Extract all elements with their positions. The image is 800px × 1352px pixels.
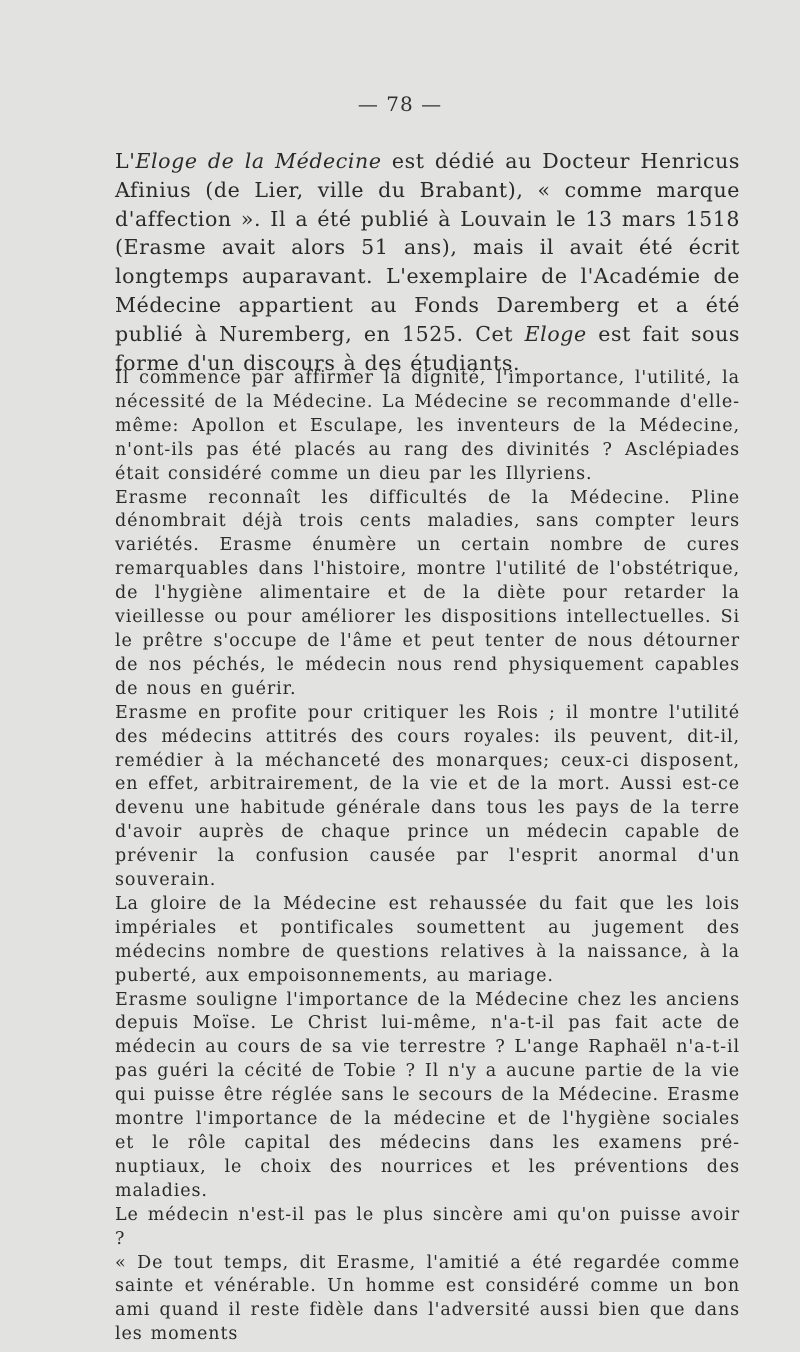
intro-text-a: est dédié au Docteur Henricus Afinius (de Lier, ville du Brabant), « comme marque d'affection ». Il a été publié à Louvain le 13 mars 1518 (Erasme avait alors 51 ans), mais il avait été écrit longtemps auparavant. L'exemplaire de l'Académie de Médecine appartient au Fonds Daremberg et a été publié à Nuremberg, en 1525. Cet (115, 149, 740, 346)
intro-prefix: L' (115, 149, 136, 173)
paragraph: La gloire de la Médecine est rehaussée du fait que les lois impériales et pontificales soumettent au jugement des médecins nombre de questions relatives à la naissance, à la puberté, aux empoisonnements, au mariage. (115, 893, 740, 986)
paragraph: Erasme en profite pour critiquer les Rois ; il montre l'utilité des médecins attitrés des cours royales: ils peuvent, dit-il, remédier à la méchanceté des monarques; ceux-ci disposent, en effet, arbitrairement, de la vie et de la mort. Aussi est-ce devenu une habitude générale dans tous les pays de la terre d'avoir auprès de chaque prince un médecin capable de prévenir la confusion causée par l'esprit anormal d'un souverain. (115, 702, 740, 891)
body-text (115, 367, 740, 1347)
book-title: Eloge de la Médecine (135, 149, 382, 173)
page-number: — 78 — (357, 92, 443, 116)
intro-paragraph (115, 147, 740, 377)
paragraph: Erasme reconnaît les difficultés de la Médecine. Pline dénombrait déjà trois cents maladies, sans compter leurs variétés. Erasme énumère un certain nombre de cures remarquables dans l'histoire, montre l'utilité de l'obstétrique, de l'hygiène alimentaire et de la diète pour retarder la vieillesse ou pour améliorer les dispositions intellectuelles. Si le prêtre s'occupe de l'âme et peut tenter de nous détourner de nos péchés, le médecin nous rend physiquement capables de nous en guérir. (115, 487, 740, 699)
paragraph: Il commence par affirmer la dignité, l'importance, l'utilité, la nécessité de la Médecine. La Médecine se recommande d'elle-même: Apollon et Esculape, les inventeurs de la Médecine, n'ont-ils pas été placés au rang des divinités ? Asclépiades était considéré comme un dieu par les Illyriens. (115, 368, 740, 484)
intro-text-b: est fait sous forme d'un discours à des étudiants. (115, 321, 740, 375)
eloge-word: Eloge (524, 321, 587, 346)
paragraph: Erasme souligne l'importance de la Médecine chez les anciens depuis Moïse. Le Christ lui-même, n'a-t-il pas fait acte de médecin au cours de sa vie terrestre ? L'ange Raphaël n'a-t-il pas guéri la cécité de Tobie ? Il n'y a aucune partie de la vie qui puisse être réglée sans le secours de la Médecine. Erasme montre l'importance de la médecine et de l'hygiène sociales et le rôle capital des médecins dans les examens pré-nuptiaux, le choix des nourrices et les préventions des maladies. (115, 989, 740, 1201)
paragraph: Le médecin n'est-il pas le plus sincère ami qu'on puisse avoir ? (115, 1204, 740, 1249)
paragraph: « De tout temps, dit Erasme, l'amitié a été regardée comme sainte et vénérable. Un homme est considéré comme un bon ami quand il reste fidèle dans l'adversité aussi bien que dans les moments (115, 1252, 740, 1345)
